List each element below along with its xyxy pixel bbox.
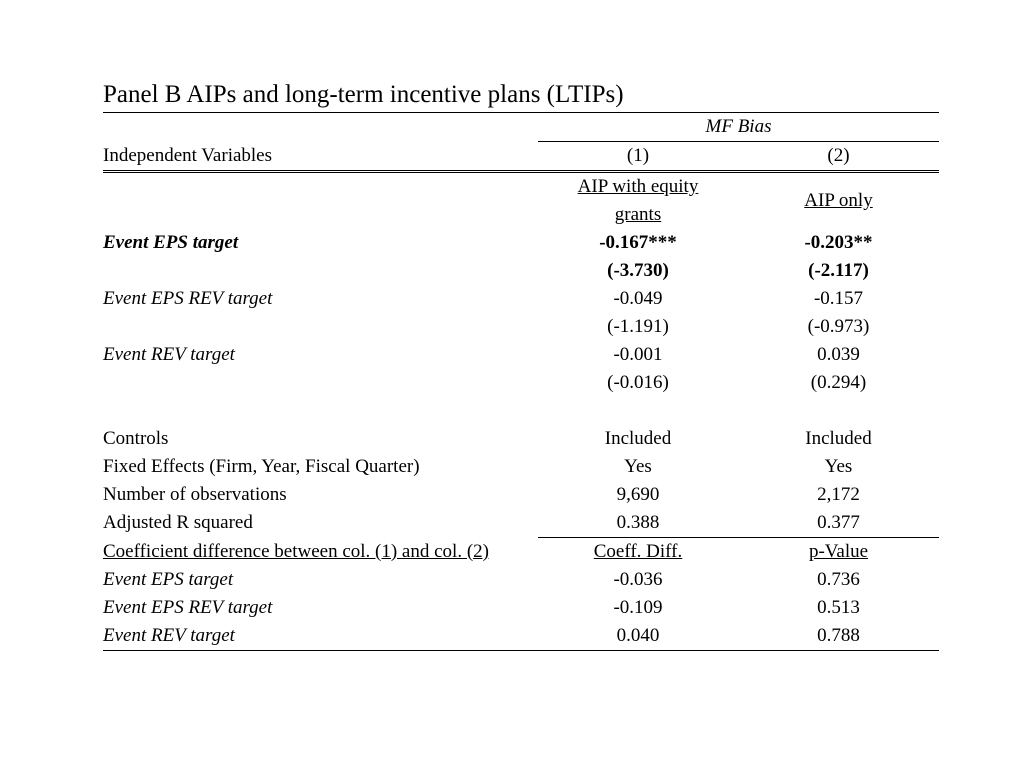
p-value-cell: 0.513 bbox=[817, 597, 860, 618]
stats-row bbox=[103, 453, 939, 481]
p-value-cell: 0.736 bbox=[817, 569, 860, 590]
stats-cell: 0.388 bbox=[538, 509, 738, 538]
table-row bbox=[103, 229, 939, 257]
row-label: Event EPS target bbox=[103, 569, 234, 590]
p-value-heading: p-Value bbox=[808, 541, 869, 562]
row-label: Event EPS target bbox=[103, 232, 239, 253]
difference-heading: Coefficient difference between col. (1) and col. (2) bbox=[103, 540, 489, 562]
column-2-description: AIP only bbox=[804, 190, 873, 211]
panel-title: Panel B AIPs and long-term incentive plans (LTIPs) bbox=[103, 81, 624, 108]
table-row bbox=[103, 285, 939, 313]
spacer-row bbox=[103, 397, 939, 425]
stats-row bbox=[103, 509, 939, 538]
stats-label: Controls bbox=[103, 428, 169, 449]
dependent-variable-label: MF Bias bbox=[538, 113, 939, 142]
stats-cell: Included bbox=[604, 428, 672, 449]
column-1-number: (1) bbox=[538, 142, 738, 172]
table-row-tstat bbox=[103, 369, 939, 397]
coefficient-cell: -0.049 bbox=[613, 288, 663, 309]
results-table bbox=[103, 112, 939, 651]
tstat-cell: (0.294) bbox=[810, 372, 867, 393]
difference-cell: -0.036 bbox=[613, 569, 663, 590]
difference-row bbox=[103, 566, 939, 594]
stats-cell: Yes bbox=[824, 456, 853, 477]
tstat-cell: (-2.117) bbox=[808, 260, 869, 281]
stats-label: Fixed Effects (Firm, Year, Fiscal Quarter) bbox=[103, 456, 420, 477]
tstat-cell: (-0.016) bbox=[607, 372, 669, 393]
coefficient-cell: -0.157 bbox=[813, 288, 864, 309]
tstat-cell: (-0.973) bbox=[807, 316, 870, 337]
table-row-tstat bbox=[103, 257, 939, 285]
stats-cell: 2,172 bbox=[817, 484, 860, 505]
header-row-dependent bbox=[103, 113, 939, 142]
row-label: Event REV target bbox=[103, 344, 235, 365]
stats-cell: 9,690 bbox=[616, 484, 660, 505]
p-value-cell: 0.788 bbox=[738, 622, 939, 651]
difference-row bbox=[103, 594, 939, 622]
coeff-diff-heading: Coeff. Diff. bbox=[593, 541, 683, 562]
table-row-tstat bbox=[103, 313, 939, 341]
stats-cell: Included bbox=[805, 428, 872, 449]
coefficient-cell: -0.167*** bbox=[599, 232, 677, 253]
row-label: Event EPS REV target bbox=[103, 597, 273, 618]
stats-row bbox=[103, 425, 939, 453]
table-row bbox=[103, 341, 939, 369]
header-row-descriptions bbox=[103, 172, 939, 230]
stats-cell: Yes bbox=[624, 456, 652, 477]
difference-header-row bbox=[103, 538, 939, 567]
coefficient-cell: 0.039 bbox=[817, 344, 860, 365]
stats-label: Number of observations bbox=[103, 484, 287, 505]
column-2-number: (2) bbox=[738, 142, 939, 172]
difference-row bbox=[103, 622, 939, 651]
header-row-columns bbox=[103, 142, 939, 172]
stats-label: Adjusted R squared bbox=[103, 512, 253, 534]
row-label: Event REV target bbox=[103, 622, 538, 651]
stats-row bbox=[103, 481, 939, 509]
regression-table-panel bbox=[103, 78, 939, 651]
tstat-cell: (-1.191) bbox=[607, 316, 669, 337]
coefficient-cell: -0.203** bbox=[804, 232, 873, 253]
independent-variables-heading: Independent Variables bbox=[103, 142, 538, 172]
tstat-cell: (-3.730) bbox=[607, 260, 669, 281]
column-1-description: AIP with equity grants bbox=[577, 176, 699, 225]
stats-cell: 0.377 bbox=[738, 509, 939, 538]
coefficient-cell: -0.001 bbox=[613, 344, 663, 365]
difference-cell: 0.040 bbox=[538, 622, 738, 651]
difference-cell: -0.109 bbox=[613, 597, 663, 618]
row-label: Event EPS REV target bbox=[103, 288, 273, 309]
